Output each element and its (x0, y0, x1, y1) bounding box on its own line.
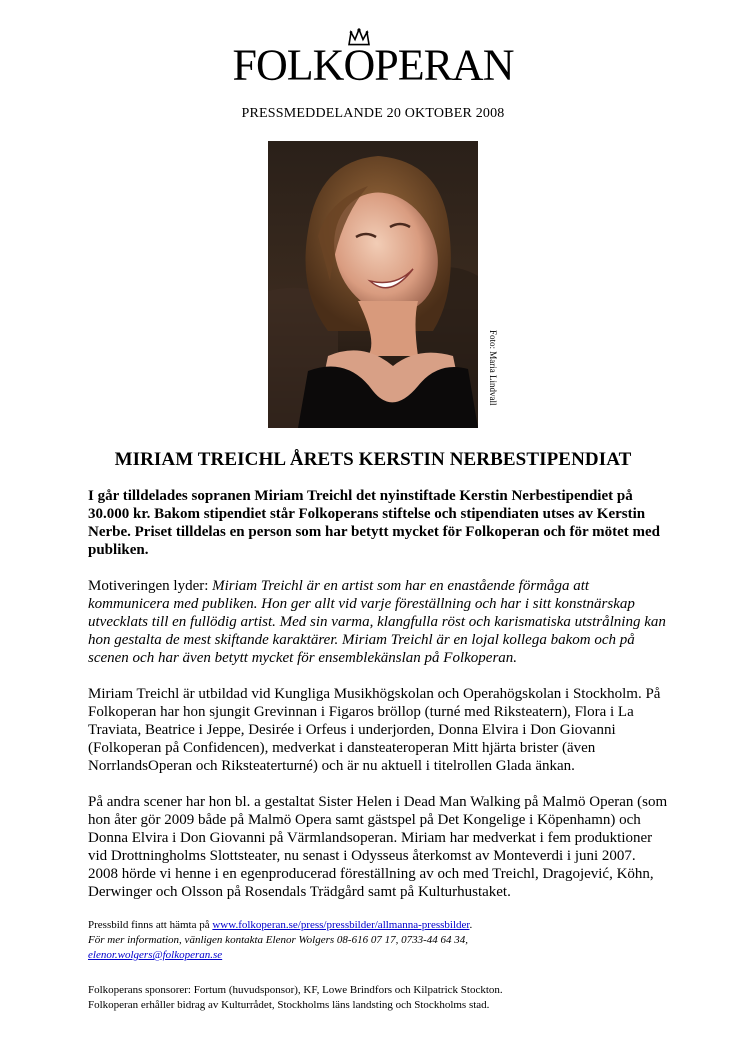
pressbild-link[interactable]: www.folkoperan.se/press/pressbilder/allmanna-pressbilder (212, 919, 470, 931)
photo-credit: Foto: Maria Lindvall (488, 330, 498, 406)
pressbild-line (88, 918, 688, 933)
pressbild-suffix: . (469, 919, 473, 931)
article-body (88, 487, 668, 919)
sponsors-line: Folkoperans sponsorer: Fortum (huvudsponsor), KF, Lowe Brindfors och Kilpatrick Stockton. (88, 984, 503, 996)
folkoperan-logo (0, 40, 746, 91)
motivation-quote: Miriam Treichl är en artist som har en enastående förmåga att kommunicera med publiken. Hon ger allt vid varje föreställning och har i sitt konstnärskap utvecklats till en fullödig artist. Med sin varma, klangfulla röst och karismatiska utstrålning kan hon gestalta de mest skiftande karaktärer. Miriam Treichl är en lojal kollega bakom och på scenen och har även betytt mycket för ensemblekänslan på Folkoperan. (88, 578, 666, 666)
crown-icon (346, 28, 372, 46)
logo-crowned-o (343, 40, 374, 91)
motivation-intro: Motiveringen lyder: (88, 578, 213, 594)
motivation-paragraph (88, 577, 668, 667)
other-stages-paragraph: På andra scener har hon bl. a gestaltat Sister Helen i Dead Man Walking på Malmö Operan (som hon åter gör 2009 både på Malmö Opera samt gästspel på Det Kongelige i Köpenhamn) och Donna Elvira i Don Giovanni på Värmlandsoperan. Miriam har medverkat i fem produktioner vid Drottningholms Slottsteater, nu senast i Odysseus återkomst av Monteverdi i juni 2007. 2008 hörde vi henne i en egenproducerad föreställning av och med Treichl, Dragojević, Köhn, Derwinger och Olsson på Rosendals Trädgård samt på Kulturhustaket. (88, 794, 668, 900)
pressbild-prefix: Pressbild finns att hämta på (88, 919, 213, 931)
press-contact-block (88, 918, 688, 963)
portrait-photo (268, 141, 478, 428)
press-release-date: PRESSMEDDELANDE 20 OKTOBER 2008 (241, 106, 505, 121)
logo-text-peran: PERAN (374, 39, 514, 90)
portrait-illustration (268, 141, 478, 428)
bio-paragraph: Miriam Treichl är utbildad vid Kungliga Musikhögskolan och Operahögskolan i Stockholm. På Folkoperan har hon sjungit Grevinnan i Figaros bröllop (turné med Riksteatern), Flora i La Traviata, Beatrice i Jeppe, Desirée i Orfeus i underjorden, Donna Elvira i Don Giovanni (Folkoperan på Confidencen), medverkat i dansteateroperan Mitt hjärta brister (även NorrlandsOperan och Riksteaterturné) och är nu aktuell i titelrollen Glada änkan. (88, 686, 661, 774)
lead-paragraph: I går tilldelades sopranen Miriam Treichl det nyinstiftade Kerstin Nerbestipendiet på 30.000 kr. Bakom stipendiet står Folkoperans stiftelse och stipendiaten utses av Kerstin Nerbe. Priset tilldelas en person som har betytt mycket för Folkoperan och för mötet med publiken. (88, 488, 660, 558)
funding-line: Folkoperan erhåller bidrag av Kulturrådet, Stockholms läns landsting och Stockholms stad. (88, 999, 490, 1011)
logo-text-o: O (343, 39, 375, 90)
logo-text-folk: FOLK (232, 39, 344, 90)
contact-email-link[interactable]: elenor.wolgers@folkoperan.se (88, 949, 223, 961)
headline: MIRIAM TREICHL ÅRETS KERSTIN NERBESTIPENDIAT (114, 449, 632, 470)
contact-line: För mer information, vänligen kontakta Elenor Wolgers 08-616 07 17, 0733-44 64 34, (88, 934, 468, 946)
sponsor-block (88, 983, 688, 1013)
